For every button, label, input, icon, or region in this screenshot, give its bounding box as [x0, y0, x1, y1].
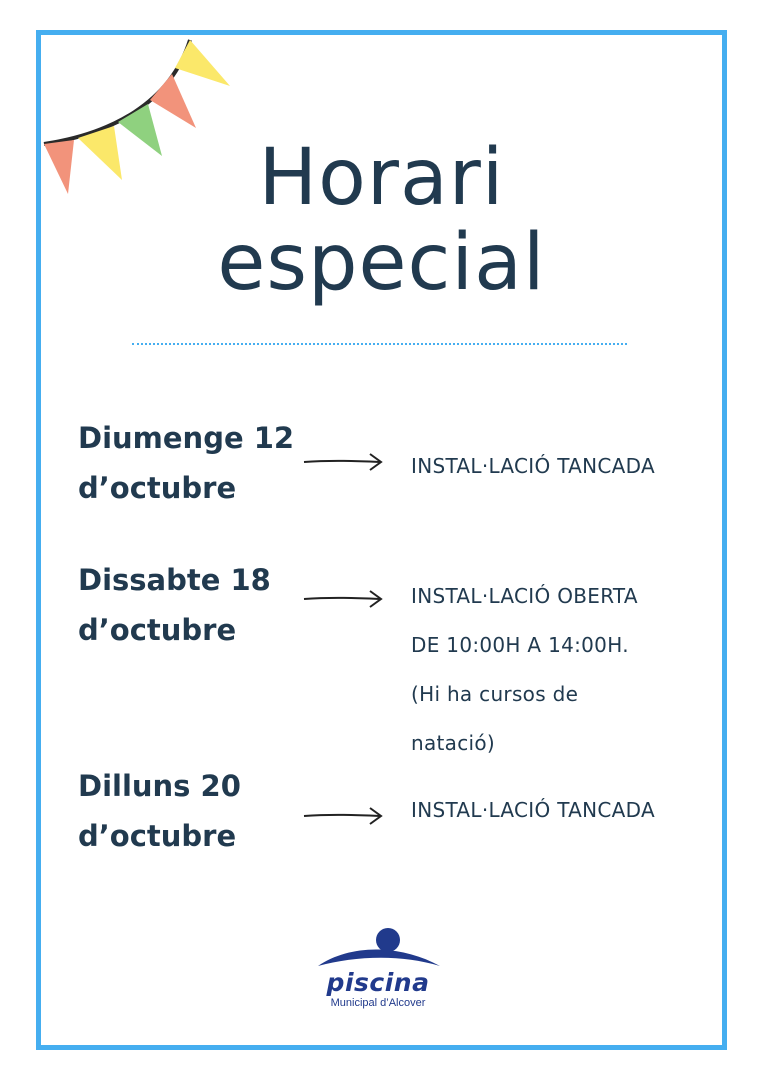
schedule-info: [411, 442, 655, 491]
info-line: DE 10:00H A 14:00H.: [411, 633, 629, 657]
date-day: Diumenge 12: [78, 421, 295, 455]
info-line: INSTAL·LACIÓ TANCADA: [411, 798, 655, 822]
date-month: d’octubre: [78, 471, 237, 505]
logo-wordmark: piscina: [326, 968, 430, 997]
date-month: d’octubre: [78, 613, 237, 647]
arrow-right-icon: [302, 589, 384, 609]
schedule-date: [78, 761, 241, 861]
page-title-line1: Horari: [258, 133, 505, 223]
date-day: Dilluns 20: [78, 769, 241, 803]
date-month: d’octubre: [78, 819, 237, 853]
logo-subtitle: Municipal d’Alcover: [330, 997, 426, 1009]
info-line: INSTAL·LACIÓ TANCADA: [411, 454, 655, 478]
info-line: natació): [411, 731, 496, 755]
divider: [132, 343, 627, 345]
schedule-info: [411, 786, 655, 835]
date-day: Dissabte 18: [78, 563, 271, 597]
arrow-right-icon: [302, 452, 384, 472]
schedule-date: [78, 555, 271, 655]
info-line: INSTAL·LACIÓ OBERTA: [411, 584, 638, 608]
info-line: (Hi ha cursos de: [411, 682, 579, 706]
arrow-right-icon: [302, 806, 384, 826]
schedule-info: [411, 572, 638, 768]
schedule-date: [78, 413, 294, 513]
page-title-line2: especial: [217, 218, 546, 308]
